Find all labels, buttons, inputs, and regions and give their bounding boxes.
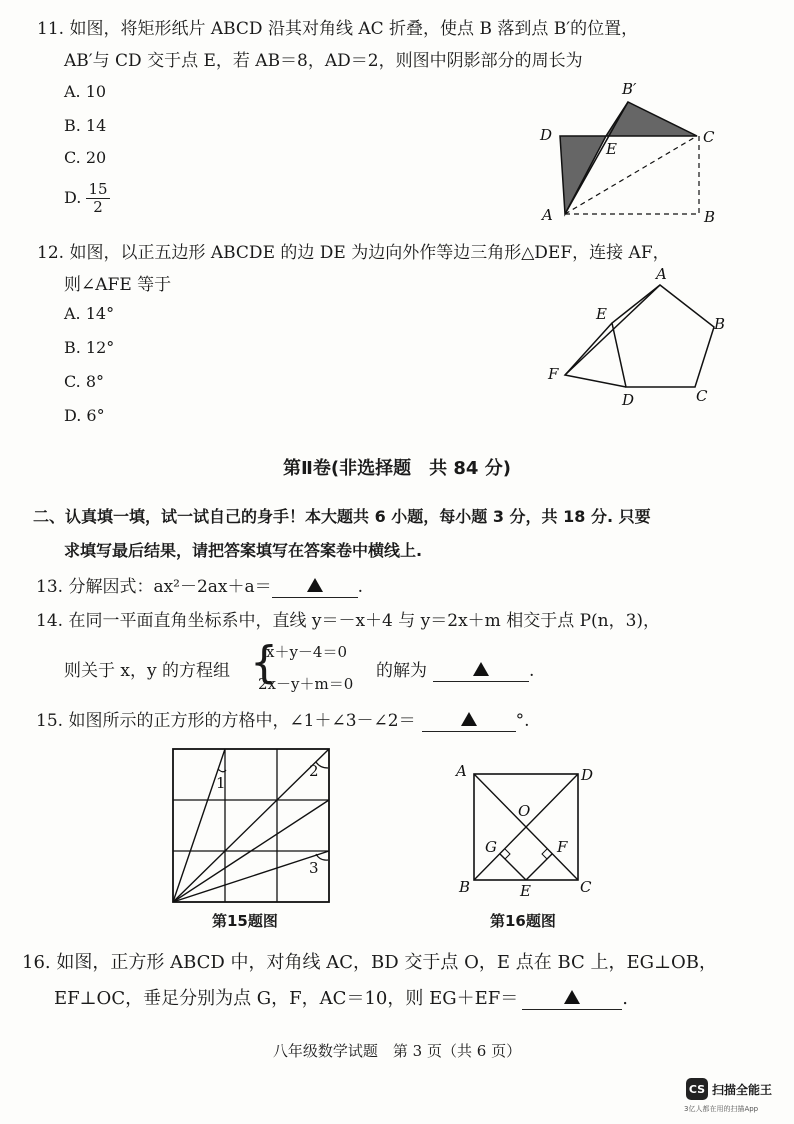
label-a: A (542, 206, 553, 224)
fig15-grid (168, 744, 334, 908)
q11-option-c: C. 20 (64, 148, 107, 167)
right-angle-f (542, 849, 547, 859)
q12-option-c: C. 8° (64, 372, 105, 391)
label-g: G (485, 838, 497, 856)
q13 (36, 572, 363, 598)
part2-title: 第Ⅱ卷(非选择题 共 84 分) (283, 458, 511, 479)
label-d: D (581, 766, 594, 784)
right-angle-g (505, 849, 510, 859)
angle-2-label: 2 (309, 762, 319, 780)
fig16-figure (454, 760, 604, 900)
shaded-triangle-ade (560, 136, 606, 214)
angle-1-label: 1 (216, 774, 226, 792)
q14-answer-blank[interactable] (433, 661, 529, 682)
fig16-caption: 第16题图 (490, 912, 556, 930)
q16-line2-wrap (54, 984, 628, 1010)
label-a: A (656, 265, 667, 283)
label-o: O (518, 802, 531, 820)
q12-stem-line1: 12. 如图，以正五边形 ABCDE 的边 DE 为边向外作等边三角形△DEF，连接 AF， (37, 243, 670, 263)
fig15-caption: 第15题图 (212, 912, 278, 930)
q13-end: . (357, 577, 364, 597)
label-d: D (540, 126, 553, 144)
q11-option-a: A. 10 (64, 82, 107, 101)
q14-line2-pre: 则关于 x，y 的方程组 (64, 661, 230, 681)
angle-3-label: 3 (309, 859, 319, 877)
label-e: E (606, 140, 617, 158)
q12-figure (540, 265, 740, 415)
left-brace-icon: { (250, 637, 278, 688)
q12-option-a: A. 14° (64, 304, 115, 323)
section2-instructions-line1: 二、认真填一填，试一试自己的身手！本大题共 6 小题，每小题 3 分，共 18 分. 只要 (33, 507, 651, 526)
triangle-icon (461, 712, 477, 726)
segment-eg (500, 854, 526, 880)
q15-answer-blank[interactable] (422, 711, 516, 732)
section2-instructions-line2: 求填写最后结果，请把答案填写在答案卷中横线上. (64, 541, 423, 560)
q12-stem-line2: 则∠AFE 等于 (64, 275, 172, 295)
q16-answer-blank[interactable] (522, 988, 622, 1010)
label-a: A (456, 762, 467, 780)
triangle-icon (564, 990, 580, 1004)
label-b: B (459, 878, 471, 896)
fraction-denominator: 2 (93, 198, 103, 216)
watermark-subtitle: 3亿人都在用的扫描App (684, 1105, 759, 1113)
ray-1 (173, 749, 225, 902)
camscanner-logo-icon: CS (686, 1078, 708, 1100)
label-c: C (696, 387, 708, 405)
label-c: C (580, 878, 592, 896)
q12-option-b: B. 12° (64, 338, 115, 357)
ray-2 (173, 749, 329, 902)
line-af (565, 285, 660, 375)
label-f: F (548, 365, 559, 383)
triangle-def (565, 323, 626, 387)
triangle-icon (307, 578, 323, 592)
label-e: E (520, 882, 531, 900)
q14-eq2: 2x－y＋m＝0 (258, 675, 354, 693)
page-footer: 八年级数学试题 第 3 页（共 6 页） (272, 1042, 522, 1060)
label-d: D (622, 391, 635, 409)
label-b: B (714, 315, 726, 333)
label-b-prime: B′ (622, 80, 637, 98)
q14-line2-post: 的解为 (376, 661, 427, 681)
q14-line1: 14. 在同一平面直角坐标系中，直线 y＝－x＋4 与 y＝2x＋m 相交于点 P(n，3)， (36, 611, 661, 631)
label-f: F (557, 838, 568, 856)
q14-line2-post-wrap (376, 656, 534, 682)
q11-stem-line1: 11. 如图，将矩形纸片 ABCD 沿其对角线 AC 折叠，使点 B 落到点 B′的位置， (37, 19, 639, 39)
watermark-name: 扫描全能王 (712, 1082, 773, 1097)
shaded-triangle-eb1c (606, 102, 697, 136)
q15-end: °. (515, 711, 530, 731)
pentagon-abcde (612, 285, 714, 387)
q14-end: . (529, 661, 535, 681)
q16-end: . (622, 988, 628, 1009)
label-b: B (704, 208, 716, 226)
q11-option-b: B. 14 (64, 116, 107, 135)
q11-option-d-fraction (86, 181, 109, 216)
q13-text: 13. 分解因式：ax²－2ax＋a＝ (36, 577, 272, 597)
q11-stem-line2: AB′与 CD 交于点 E，若 AB＝8，AD＝2，则图中阴影部分的周长为 (64, 51, 583, 71)
q11-option-d (64, 181, 110, 216)
label-e: E (596, 305, 607, 323)
ray-4 (173, 851, 329, 902)
q16-line1: 16. 如图，正方形 ABCD 中，对角线 AC，BD 交于点 O，E 点在 BC 上，EG⊥OB， (22, 952, 717, 973)
q11-option-d-prefix: D. (64, 188, 82, 207)
q15 (36, 706, 530, 732)
triangle-icon (473, 662, 489, 676)
q14-eq1: x＋y－4＝0 (266, 643, 348, 661)
scanner-watermark (686, 1078, 772, 1100)
label-c: C (703, 128, 715, 146)
q16-line2: EF⊥OC，垂足分别为点 G，F，AC＝10，则 EG＋EF＝ (54, 988, 519, 1009)
q12-option-d: D. 6° (64, 406, 105, 425)
q13-answer-blank[interactable] (272, 577, 358, 598)
q15-text: 15. 如图所示的正方形的方格中，∠1＋∠3－∠2＝ (36, 711, 416, 731)
segment-ef (526, 854, 552, 880)
fraction-numerator: 15 (88, 180, 108, 198)
q11-figure (530, 78, 730, 228)
